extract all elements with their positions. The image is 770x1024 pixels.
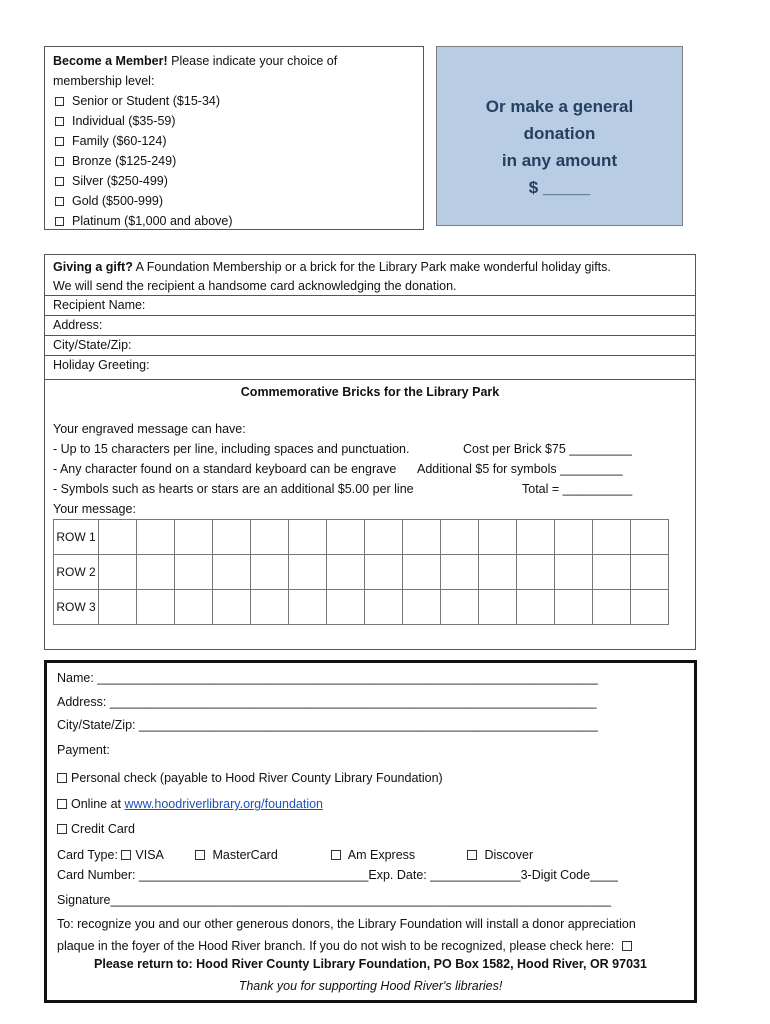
recognition-text-2 — [57, 939, 636, 953]
checkbox-icon[interactable] — [57, 824, 67, 834]
online-label: Online at — [71, 797, 122, 811]
character-cell[interactable] — [555, 590, 593, 625]
character-cell[interactable] — [365, 590, 403, 625]
discover-label: Discover — [484, 848, 534, 862]
character-cell[interactable] — [441, 555, 479, 590]
bricks-rule-2: - Any character found on a standard keyboard can be engrave — [53, 462, 397, 476]
membership-intro-text: Please indicate your choice of — [171, 54, 338, 68]
checkbox-icon[interactable] — [622, 941, 632, 951]
character-cell[interactable] — [441, 520, 479, 555]
character-cell[interactable] — [251, 590, 289, 625]
level-gold[interactable] — [53, 191, 415, 211]
recipient-name-field[interactable]: Recipient Name: — [53, 298, 146, 312]
level-label: Family ($60-124) — [72, 134, 167, 148]
checkbox-icon[interactable] — [331, 850, 341, 860]
gift-intro — [53, 257, 611, 277]
character-cell[interactable] — [517, 520, 555, 555]
character-cell[interactable] — [631, 590, 669, 625]
checkbox-icon[interactable] — [55, 197, 64, 206]
level-senior-student[interactable] — [53, 91, 415, 111]
gift-section — [44, 254, 696, 650]
character-cell[interactable] — [631, 520, 669, 555]
holiday-greeting-field[interactable]: Holiday Greeting: — [53, 358, 150, 372]
character-cell[interactable] — [593, 520, 631, 555]
character-cell[interactable] — [365, 520, 403, 555]
character-cell[interactable] — [137, 555, 175, 590]
recipient-address-field[interactable]: Address: — [53, 318, 103, 332]
character-cell[interactable] — [175, 555, 213, 590]
membership-intro — [53, 51, 415, 71]
bricks-title: Commemorative Bricks for the Library Park — [240, 385, 500, 399]
mastercard-label: MasterCard — [212, 848, 278, 862]
character-cell[interactable] — [99, 555, 137, 590]
address-field[interactable]: Address: ______________________________________________________________________ — [57, 695, 597, 709]
row-label: ROW 2 — [54, 555, 99, 590]
character-cell[interactable] — [327, 555, 365, 590]
foundation-link[interactable]: www.hoodriverlibrary.org/foundation — [124, 797, 323, 811]
character-cell[interactable] — [213, 590, 251, 625]
character-cell[interactable] — [555, 555, 593, 590]
character-cell[interactable] — [593, 555, 631, 590]
brick-message-grid — [53, 519, 669, 625]
cost-per-brick[interactable]: Cost per Brick $75 _________ — [463, 442, 632, 456]
character-cell[interactable] — [137, 590, 175, 625]
credit-card-option[interactable] — [57, 822, 135, 836]
name-field[interactable]: Name: ________________________________________________________________________ — [57, 671, 598, 685]
checkbox-icon[interactable] — [57, 799, 67, 809]
checkbox-icon[interactable] — [55, 97, 64, 106]
row-label: ROW 3 — [54, 590, 99, 625]
order-form — [44, 660, 697, 1003]
bricks-rule-1: - Up to 15 characters per line, including spaces and punctuation. — [53, 442, 410, 456]
brick-row — [54, 555, 669, 590]
thank-you-message: Thank you for supporting Hood River's libraries! — [238, 979, 503, 993]
level-family[interactable] — [53, 131, 415, 151]
level-silver[interactable] — [53, 171, 415, 191]
total-cost[interactable]: Total = __________ — [522, 482, 633, 496]
character-cell[interactable] — [517, 590, 555, 625]
character-cell[interactable] — [327, 590, 365, 625]
recognition-text-2-label: plaque in the foyer of the Hood River branch. If you do not wish to be recognized, please check here: — [57, 939, 615, 953]
checkbox-icon[interactable] — [467, 850, 477, 860]
level-platinum[interactable] — [53, 211, 415, 231]
bricks-rule-3: - Symbols such as hearts or stars are an additional $5.00 per line — [53, 482, 414, 496]
character-cell[interactable] — [479, 520, 517, 555]
character-cell[interactable] — [137, 520, 175, 555]
gift-text-2: We will send the recipient a handsome card acknowledging the donation. — [53, 279, 457, 293]
character-cell[interactable] — [365, 555, 403, 590]
membership-intro-text-2: membership level: — [53, 74, 155, 88]
visa-label: VISA — [135, 848, 164, 862]
character-cell[interactable] — [479, 555, 517, 590]
character-cell[interactable] — [479, 590, 517, 625]
amex-option[interactable] — [331, 848, 415, 862]
general-donation-box — [436, 46, 683, 226]
checkbox-icon[interactable] — [55, 177, 64, 186]
bricks-can-have: Your engraved message can have: — [53, 422, 246, 436]
character-cell[interactable] — [175, 590, 213, 625]
character-cell[interactable] — [289, 555, 327, 590]
donation-amount-field[interactable]: $ _____ — [528, 178, 591, 197]
checkbox-icon[interactable] — [55, 217, 64, 226]
character-cell[interactable] — [403, 555, 441, 590]
character-cell[interactable] — [289, 520, 327, 555]
donation-line-3: in any amount — [501, 151, 618, 170]
donation-line-2: donation — [523, 124, 596, 143]
signature-field[interactable]: Signature________________________________________________________________________ — [57, 893, 612, 907]
checkbox-icon[interactable] — [195, 850, 205, 860]
gift-heading: Giving a gift? — [53, 260, 133, 274]
symbols-cost[interactable]: Additional $5 for symbols _________ — [417, 462, 623, 476]
checkbox-icon[interactable] — [55, 117, 64, 126]
credit-card-label: Credit Card — [71, 822, 135, 836]
brick-row — [54, 590, 669, 625]
recipient-city-field[interactable]: City/State/Zip: — [53, 338, 132, 352]
character-cell[interactable] — [99, 590, 137, 625]
amex-label: Am Express — [347, 848, 416, 862]
character-cell[interactable] — [327, 520, 365, 555]
your-message-label: Your message: — [53, 502, 136, 516]
level-label: Senior or Student ($15-34) — [72, 94, 221, 108]
card-type-text: Card Type: — [57, 848, 118, 862]
personal-check-option[interactable] — [57, 771, 443, 785]
card-type-label — [57, 848, 164, 862]
donation-line-1: Or make a general — [485, 97, 634, 116]
personal-check-label: Personal check (payable to Hood River County Library Foundation) — [71, 771, 443, 785]
character-cell[interactable] — [517, 555, 555, 590]
checkbox-icon[interactable] — [55, 137, 64, 146]
level-label: Gold ($500-999) — [72, 194, 164, 208]
checkbox-icon[interactable] — [55, 157, 64, 166]
character-cell[interactable] — [251, 555, 289, 590]
level-label: Silver ($250-499) — [72, 174, 168, 188]
character-cell[interactable] — [289, 590, 327, 625]
character-cell[interactable] — [403, 520, 441, 555]
character-cell[interactable] — [213, 520, 251, 555]
level-label: Individual ($35-59) — [72, 114, 176, 128]
discover-option[interactable] — [467, 848, 533, 862]
level-individual[interactable] — [53, 111, 415, 131]
level-label: Bronze ($125-249) — [72, 154, 177, 168]
city-field[interactable]: City/State/Zip: __________________________________________________________________ — [57, 718, 598, 732]
character-cell[interactable] — [555, 520, 593, 555]
row-label: ROW 1 — [54, 520, 99, 555]
online-option[interactable] — [57, 797, 323, 811]
return-address: Please return to: Hood River County Library Foundation, PO Box 1582, Hood River, OR 97031 — [94, 957, 647, 971]
character-cell[interactable] — [403, 590, 441, 625]
recognition-text-1: To: recognize you and our other generous donors, the Library Foundation will install a donor appreciation — [57, 917, 636, 931]
checkbox-icon[interactable] — [57, 773, 67, 783]
gift-text: A Foundation Membership or a brick for the Library Park make wonderful holiday gifts. — [135, 260, 611, 274]
payment-label: Payment: — [57, 743, 110, 757]
character-cell[interactable] — [631, 555, 669, 590]
level-bronze[interactable] — [53, 151, 415, 171]
card-number-field[interactable]: Card Number: _________________________________Exp. Date: _____________3-Digit Code____ — [57, 868, 618, 882]
character-cell[interactable] — [593, 590, 631, 625]
brick-row — [54, 520, 669, 555]
character-cell[interactable] — [441, 590, 479, 625]
mastercard-option[interactable] — [195, 848, 278, 862]
membership-heading: Become a Member! — [53, 54, 168, 68]
character-cell[interactable] — [99, 520, 137, 555]
checkbox-icon[interactable] — [121, 850, 131, 860]
character-cell[interactable] — [213, 555, 251, 590]
membership-box — [44, 46, 424, 230]
character-cell[interactable] — [251, 520, 289, 555]
character-cell[interactable] — [175, 520, 213, 555]
level-label: Platinum ($1,000 and above) — [72, 214, 233, 228]
